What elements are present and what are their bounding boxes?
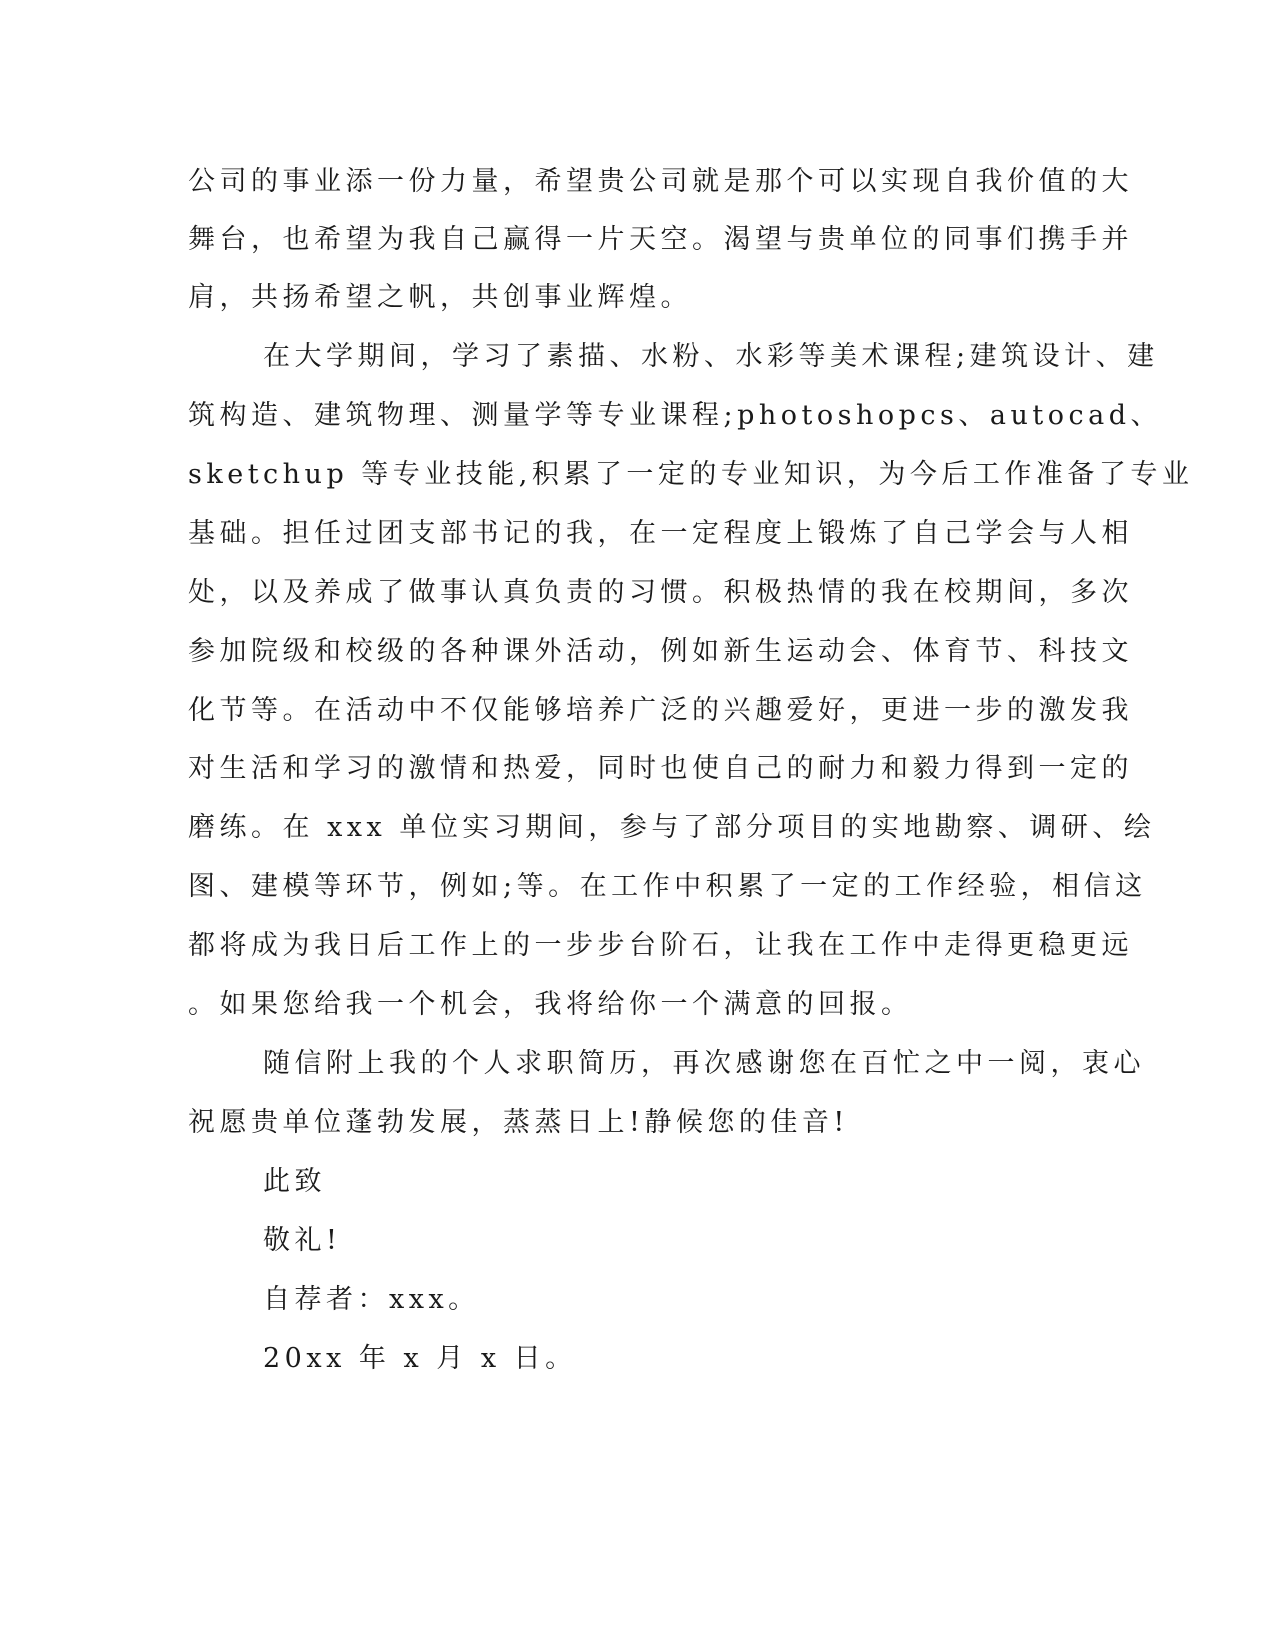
paragraph-line: 化节等。在活动中不仅能够培养广泛的兴趣爱好，更进一步的激发我 <box>188 695 1133 726</box>
paragraph-line: 舞台，也希望为我自己赢得一片天空。渴望与贵单位的同事们携手并 <box>188 224 1133 255</box>
paragraph-line: 祝愿贵单位蓬勃发展，蒸蒸日上!静候您的佳音! <box>188 1107 849 1138</box>
closing-regards: 敬礼! <box>263 1225 342 1256</box>
closing-salutation: 此致 <box>263 1166 326 1197</box>
paragraph-line: 对生活和学习的激情和热爱，同时也使自己的耐力和毅力得到一定的 <box>188 753 1133 784</box>
paragraph-line: 肩，共扬希望之帆，共创事业辉煌。 <box>188 282 692 313</box>
paragraph-line: 图、建模等环节，例如;等。在工作中积累了一定的工作经验，相信这 <box>188 871 1147 902</box>
paragraph-line: 公司的事业添一份力量，希望贵公司就是那个可以实现自我价值的大 <box>188 166 1133 197</box>
closing-date: 20xx 年 x 月 x 日。 <box>263 1343 577 1374</box>
paragraph-line: 处，以及养成了做事认真负责的习惯。积极热情的我在校期间，多次 <box>188 577 1133 608</box>
paragraph-line: 磨练。在 xxx 单位实习期间，参与了部分项目的实地勘察、调研、绘 <box>188 812 1156 843</box>
paragraph-line: 随信附上我的个人求职简历，再次感谢您在百忙之中一阅，衷心 <box>263 1048 1145 1079</box>
paragraph-line: 参加院级和校级的各种课外活动，例如新生运动会、体育节、科技文 <box>188 636 1133 667</box>
paragraph-line: 筑构造、建筑物理、测量学等专业课程;photoshopcs、autocad、 <box>188 400 1162 431</box>
paragraph-line: 在大学期间，学习了素描、水粉、水彩等美术课程;建筑设计、建 <box>263 341 1159 372</box>
paragraph-line: 基础。担任过团支部书记的我，在一定程度上锻炼了自己学会与人相 <box>188 518 1133 549</box>
paragraph-line: 。如果您给我一个机会，我将给你一个满意的回报。 <box>188 989 913 1020</box>
closing-signature: 自荐者：xxx。 <box>263 1284 480 1315</box>
paragraph-line: 都将成为我日后工作上的一步步台阶石，让我在工作中走得更稳更远 <box>188 930 1133 961</box>
paragraph-line: sketchup 等专业技能,积累了一定的专业知识，为今后工作准备了专业 <box>188 459 1194 490</box>
